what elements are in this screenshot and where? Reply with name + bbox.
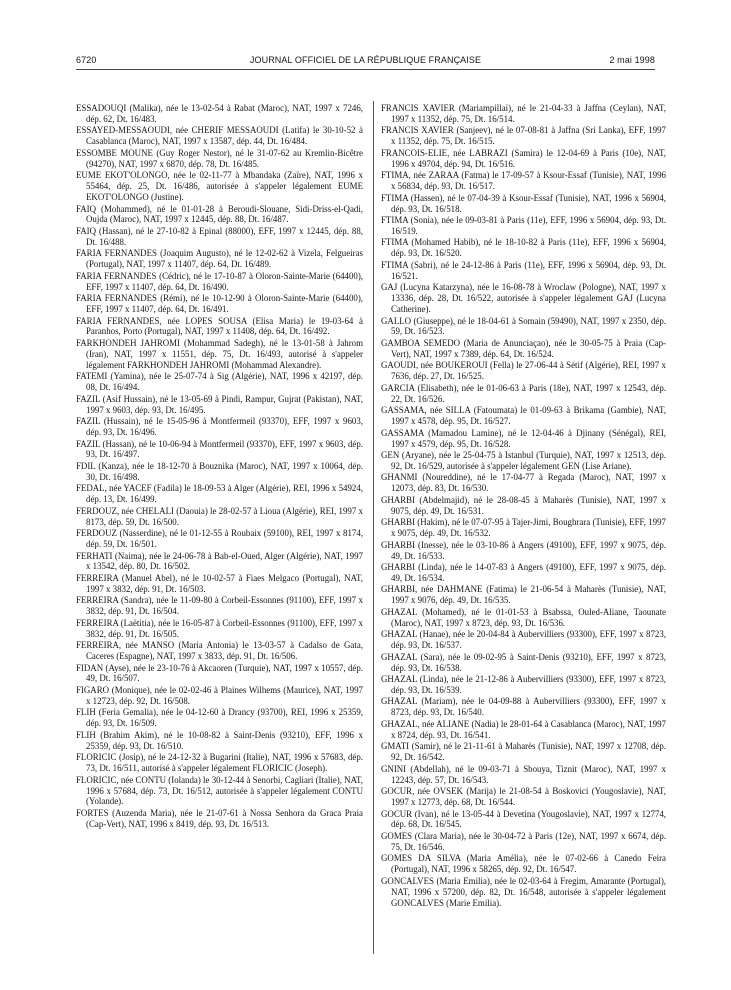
register-entry: GOCUR (Ivan), né le 13-05-44 à Devetina (Yougoslavie), NAT, 1997 x 12774, dép. 68, Dt. 16/545.	[381, 808, 666, 830]
register-entry: ESSAYED-MESSAOUDI, née CHERIF MESSAOUDI (Latifa) le 30-10-52 à Casablanca (Maroc), NAT, 1997 x 13587, dép. 44, Dt. 16/484.	[76, 125, 363, 147]
register-entry: FTIMA (Sabri), né le 24-12-86 à Paris (11e), EFF, 1996 x 56904, dép. 93, Dt. 16/521.	[381, 259, 666, 281]
register-entry: ESSOMBE MOUNE (Guy Roger Nestor), né le 31-07-62 au Kremlin-Bicêtre (94270), NAT, 1997 x 6870, dép. 78, Dt. 16/485.	[76, 147, 363, 169]
register-entry: ESSADOUQI (Malika), née le 13-02-54 à Rabat (Maroc), NAT, 1997 x 7246, dép. 62, Dt. 16/483.	[76, 103, 363, 124]
register-entry: FARIA FERNANDES (Rémi), né le 10-12-90 à Oloron-Sainte-Marie (64400), EFF, 1997 x 11407, dép. 64, Dt. 16/491.	[76, 293, 363, 315]
left-column	[76, 103, 363, 830]
register-entry: FARKHONDEH JAHROMI (Mohammad Sadegh), né le 13-01-58 à Jahrom (Iran), NAT, 1997 x 11551, dép. 75, Dt. 16/493, autorisé à s'appeler légalement FARKHONDEH JAHROMI (Mohammad Alexandre).	[76, 337, 363, 370]
register-entry: FERREIRA (Manuel Abel), né le 10-02-57 à Fiaes Melgaco (Portugal), NAT, 1997 x 3832, dép. 91, Dt. 16/503.	[76, 572, 363, 594]
register-entry: FAZIL (Asif Hussain), né le 13-05-69 à Pindi, Rampur, Gujrat (Pakistan), NAT, 1997 x 9603, dép. 93, Dt. 16/495.	[76, 393, 363, 415]
register-entry: FERDOUZ (Nasserdine), né le 01-12-55 à Roubaix (59100), REI, 1997 x 8174, dép. 59, Dt. 16/501.	[76, 528, 363, 550]
register-entry: GHARBI (Hakim), né le 07-07-95 à Tajer-Jimi, Boughrara (Tunisie), EFF, 1997 x 9075, dép. 49, Dt. 16/532.	[381, 517, 666, 539]
register-entry: GONCALVES (Maria Emilia), née le 02-03-64 à Fregim, Amarante (Portugal), NAT, 1996 x 57200, dép. 82, Dt. 16/548, autorisée à s'appeler légalement GONCALVES (Marie Emilia).	[381, 875, 666, 908]
register-entry: FLIH (Feria Gemalia), née le 04-12-60 à Drancy (93700), REI, 1996 x 25359, dép. 93, Dt. 16/509.	[76, 707, 363, 729]
register-entry: FERREIRA (Sandra), née le 11-09-80 à Corbeil-Essonnes (91100), EFF, 1997 x 3832, dép. 91, Dt. 16/504.	[76, 595, 363, 617]
register-entry: GAJ (Lucyna Katarzyna), née le 16-08-78 à Wroclaw (Pologne), NAT, 1997 x 13336, dép. 28, Dt. 16/522, autorisée à s'appeler légalement GAJ (Lucyna Catherine).	[381, 282, 666, 315]
register-entry: GHARBI, née DAHMANE (Fatima) le 21-06-54 à Maharès (Tunisie), NAT, 1997 x 9076, dép. 49, Dt. 16/535.	[381, 584, 666, 606]
register-entry: FLORICIC (Josip), né le 24-12-32 à Bugarini (Italie), NAT, 1996 x 57683, dép. 73, Dt. 16/511, autorisé à s'appeler légalement FLORICIC (Joseph).	[76, 752, 363, 774]
register-entry: FLORICIC, née CONTU (Iolanda) le 30-12-44 à Senorbi, Cagliari (Italie), NAT, 1996 x 57684, dép. 73, Dt. 16/512, autorisée à s'appeler légalement CONTU (Yolande).	[76, 774, 363, 807]
register-entry: FARIA FERNANDES (Joaquim Augusto), né le 12-02-62 à Vizela, Felgueiras (Portugal), NAT, 1997 x 11407, dép. 64, Dt. 16/489.	[76, 248, 363, 270]
register-entry: GHAZAL (Hanae), née le 20-04-84 à Aubervilliers (93300), EFF, 1997 x 8723, dép. 93, Dt. 16/537.	[381, 629, 666, 651]
register-entry: FAZIL (Hussain), né le 15-05-96 à Montfermeil (93370), EFF, 1997 x 9603, dép. 93, Dt. 16/496.	[76, 416, 363, 437]
register-entry: FERREIRA (Laëtitia), née le 16-05-87 à Corbeil-Essonnes (91100), EFF, 1997 x 3832, dép. 91, Dt. 16/505.	[76, 617, 363, 639]
register-entry: FORTES (Auzenda Maria), née le 21-07-61 à Nossa Senhora da Graca Praia (Cap-Vert), NAT, 1996 x 8419, dép. 93, Dt. 16/513.	[76, 807, 363, 829]
register-entry: GHAZAL (Mariam), née le 04-09-88 à Aubervilliers (93300), EFF, 1997 x 8723, dép. 93, Dt. 16/540.	[381, 696, 666, 718]
register-entry: FERREIRA, née MANSO (Maria Antonia) le 13-03-57 à Cadalso de Gata, Caceres (Espagne), NAT, 1997 x 3833, dép. 91, Dt. 16/506.	[76, 640, 363, 662]
register-entry: GHAZAL (Sara), née le 09-02-95 à Saint-Denis (93210), EFF, 1997 x 8723, dép. 93, Dt. 16/538.	[381, 651, 666, 673]
register-entry: GHARBI (Inesse), née le 03-10-86 à Angers (49100), EFF, 1997 x 9075, dép. 49, Dt. 16/533.	[381, 539, 666, 561]
register-entry: GAOUDI, née BOUKEROUI (Fella) le 27-06-44 à Sétif (Algérie), REI, 1997 x 7636, dép. 27, Dt. 16/525.	[381, 360, 666, 382]
register-entry: GAMBOA SEMEDO (Maria de Anunciaçao), née le 30-05-75 à Praia (Cap-Vert), NAT, 1997 x 7389, dép. 64, Dt. 16/524.	[381, 337, 666, 359]
register-entry: GHANMI (Noureddine), né le 17-04-77 à Regada (Maroc), NAT, 1997 x 12073, dép. 83, Dt. 16/530.	[381, 472, 666, 494]
register-entry: EUME EKOT'OLONGO, née le 02-11-77 à Mbandaka (Zaïre), NAT, 1996 x 55464, dép. 25, Dt. 16/486, autorisée à s'appeler légalement EUME EKOT'OLONGO (Justine).	[76, 170, 363, 203]
register-entry: GEN (Aryane), née le 25-04-75 à Istanbul (Turquie), NAT, 1997 x 12513, dép. 92, Dt. 16/529, autorisée à s'appeler légalement GEN (Lise Ariane).	[381, 450, 666, 471]
column-divider	[373, 101, 374, 954]
register-entry: GMATI (Samir), né le 21-11-61 à Maharès (Tunisie), NAT, 1997 x 12708, dép. 92, Dt. 16/542.	[381, 741, 666, 763]
right-column	[381, 103, 666, 909]
register-entry: FARIA FERNANDES (Cédric), né le 17-10-87 à Oloron-Sainte-Marie (64400), EFF, 1997 x 11407, dép. 64, Dt. 16/490.	[76, 270, 363, 292]
register-entry: GOMES DA SILVA (Maria Amélia), née le 07-02-66 à Canedo Feira (Portugal), NAT, 1996 x 58265, dép. 92, Dt. 16/547.	[381, 853, 666, 875]
register-entry: GOMES (Clara Maria), née le 30-04-72 à Paris (12e), NAT, 1997 x 6674, dép. 75, Dt. 16/546.	[381, 830, 666, 852]
register-entry: FERHATI (Naima), née le 24-06-78 à Bab-el-Oued, Alger (Algérie), NAT, 1997 x 13542, dép. 80, Dt. 16/502.	[76, 550, 363, 572]
register-entry: FTIMA (Sonia), née le 09-03-81 à Paris (11e), EFF, 1996 x 56904, dép. 93, Dt. 16/519.	[381, 215, 666, 236]
register-entry: GALLO (Giuseppe), né le 18-04-61 à Somain (59490), NAT, 1997 x 2350, dép. 59, Dt. 16/523.	[381, 315, 666, 337]
register-entry: FRANCIS XAVIER (Sanjeev), né le 07-08-81 à Jaffna (Sri Lanka), EFF, 1997 x 11352, dép. 75, Dt. 16/515.	[381, 125, 666, 147]
page-number: 6720	[76, 55, 97, 65]
journal-title: JOURNAL OFFICIEL DE LA RÉPUBLIQUE FRANÇAISE	[249, 55, 482, 65]
register-entry: FATEMI (Yamina), née le 25-07-74 à Sig (Algérie), NAT, 1996 x 42197, dép. 08, Dt. 16/494.	[76, 371, 363, 393]
publication-date: 2 mai 1998	[609, 55, 655, 65]
header-rule	[76, 69, 655, 70]
register-entry: FEDAL, née YACEF (Fadila) le 18-09-53 à Alger (Algérie), REI, 1996 x 54924, dép. 13, Dt. 16/499.	[76, 483, 363, 505]
register-entry: GHARBI (Linda), née le 14-07-83 à Angers (49100), EFF, 1997 x 9075, dép. 49, Dt. 16/534.	[381, 562, 666, 583]
register-entry: FDIL (Kanza), née le 18-12-70 à Bouznika (Maroc), NAT, 1997 x 10064, dép. 30, Dt. 16/498.	[76, 460, 363, 482]
register-entry: GHAZAL, née ALIANE (Nadia) le 28-01-64 à Casablanca (Maroc), NAT, 1997 x 8724, dép. 93, Dt. 16/541.	[381, 718, 666, 740]
register-entry: FARIA FERNANDES, née LOPES SOUSA (Elisa Maria) le 19-03-64 à Paranhos, Porto (Portugal), NAT, 1997 x 11408, dép. 64, Dt. 16/492.	[76, 315, 363, 337]
register-entry: GOCUR, née OVSEK (Marija) le 21-08-54 à Boskovici (Yougoslavie), NAT, 1997 x 12773, dép. 68, Dt. 16/544.	[381, 786, 666, 807]
register-entry: FERDOUZ, née CHELALI (Daouia) le 28-02-57 à Lioua (Algérie), REI, 1997 x 8173, dép. 59, Dt. 16/500.	[76, 505, 363, 527]
register-entry: FRANCOIS-ELIE, née LABRAZI (Samira) le 12-04-69 à Paris (10e), NAT, 1996 x 49704, dép. 94, Dt. 16/516.	[381, 147, 666, 169]
register-entry: FIDAN (Ayse), née le 23-10-76 à Akcaoren (Turquie), NAT, 1997 x 10557, dép. 49, Dt. 16/507.	[76, 662, 363, 684]
register-entry: GASSAMA, née SILLA (Fatoumata) le 01-09-63 à Brikama (Gambie), NAT, 1997 x 4578, dép. 95, Dt. 16/527.	[381, 405, 666, 427]
register-entry: FAZIL (Hassan), né le 10-06-94 à Montfermeil (93370), EFF, 1997 x 9603, dép. 93, Dt. 16/497.	[76, 438, 363, 460]
register-entry: FRANCIS XAVIER (Mariampillai), né le 21-04-33 à Jaffna (Ceylan), NAT, 1997 x 11352, dép. 75, Dt. 16/514.	[381, 103, 666, 124]
register-entry: GNINI (Abdellah), né le 09-03-71 à Sbouya, Tiznit (Maroc), NAT, 1997 x 12243, dép. 57, Dt. 16/543.	[381, 763, 666, 785]
register-entry: GHAZAL (Mohamed), né le 01-01-53 à Bsabssa, Ouled-Aliane, Taounate (Maroc), NAT, 1997 x 8723, dép. 93, Dt. 16/536.	[381, 606, 666, 628]
register-entry: FTIMA (Mohamed Habib), né le 18-10-82 à Paris (11e), EFF, 1996 x 56904, dép. 93, Dt. 16/520.	[381, 237, 666, 259]
register-entry: GHARBI (Abdelmajid), né le 28-08-45 à Maharès (Tunisie), NAT, 1997 x 9075, dép. 49, Dt. 16/531.	[381, 494, 666, 516]
register-entry: GHAZAL (Linda), née le 21-12-86 à Aubervilliers (93300), EFF, 1997 x 8723, dép. 93, Dt. 16/539.	[381, 674, 666, 695]
register-entry: FIGARO (Monique), née le 02-02-46 à Plaines Wilhems (Maurice), NAT, 1997 x 12723, dép. 92, Dt. 16/508.	[76, 684, 363, 706]
register-entry: FAIQ (Hassan), né le 27-10-82 à Epinal (88000), EFF, 1997 x 12445, dép. 88, Dt. 16/488.	[76, 225, 363, 247]
register-entry: FTIMA (Hassen), né le 07-04-39 à Ksour-Essaf (Tunisie), NAT, 1996 x 56904, dép. 93, Dt. 16/518.	[381, 192, 666, 214]
page-header	[76, 55, 655, 69]
register-entry: GARCIA (Elisabeth), née le 01-06-63 à Paris (18e), NAT, 1997 x 12543, dép. 22, Dt. 16/526.	[381, 382, 666, 404]
register-entry: FAIQ (Mohammed), né le 01-01-28 à Beroudi-Slouane, Sidi-Driss-el-Qadi, Oujda (Maroc), NAT, 1997 x 12445, dép. 88, Dt. 16/487.	[76, 203, 363, 225]
register-entry: FLIH (Brahim Akim), né le 10-08-82 à Saint-Denis (93210), EFF, 1996 x 25359, dép. 93, Dt. 16/510.	[76, 729, 363, 751]
register-entry: FTIMA, née ZARAA (Fatma) le 17-09-57 à Ksour-Essaf (Tunisie), NAT, 1996 x 56834, dép. 93, Dt. 16/517.	[381, 170, 666, 192]
register-entry: GASSAMA (Mamadou Lamine), né le 12-04-46 à Djinany (Sénégal), REI, 1997 x 4579, dép. 95, Dt. 16/528.	[381, 427, 666, 449]
